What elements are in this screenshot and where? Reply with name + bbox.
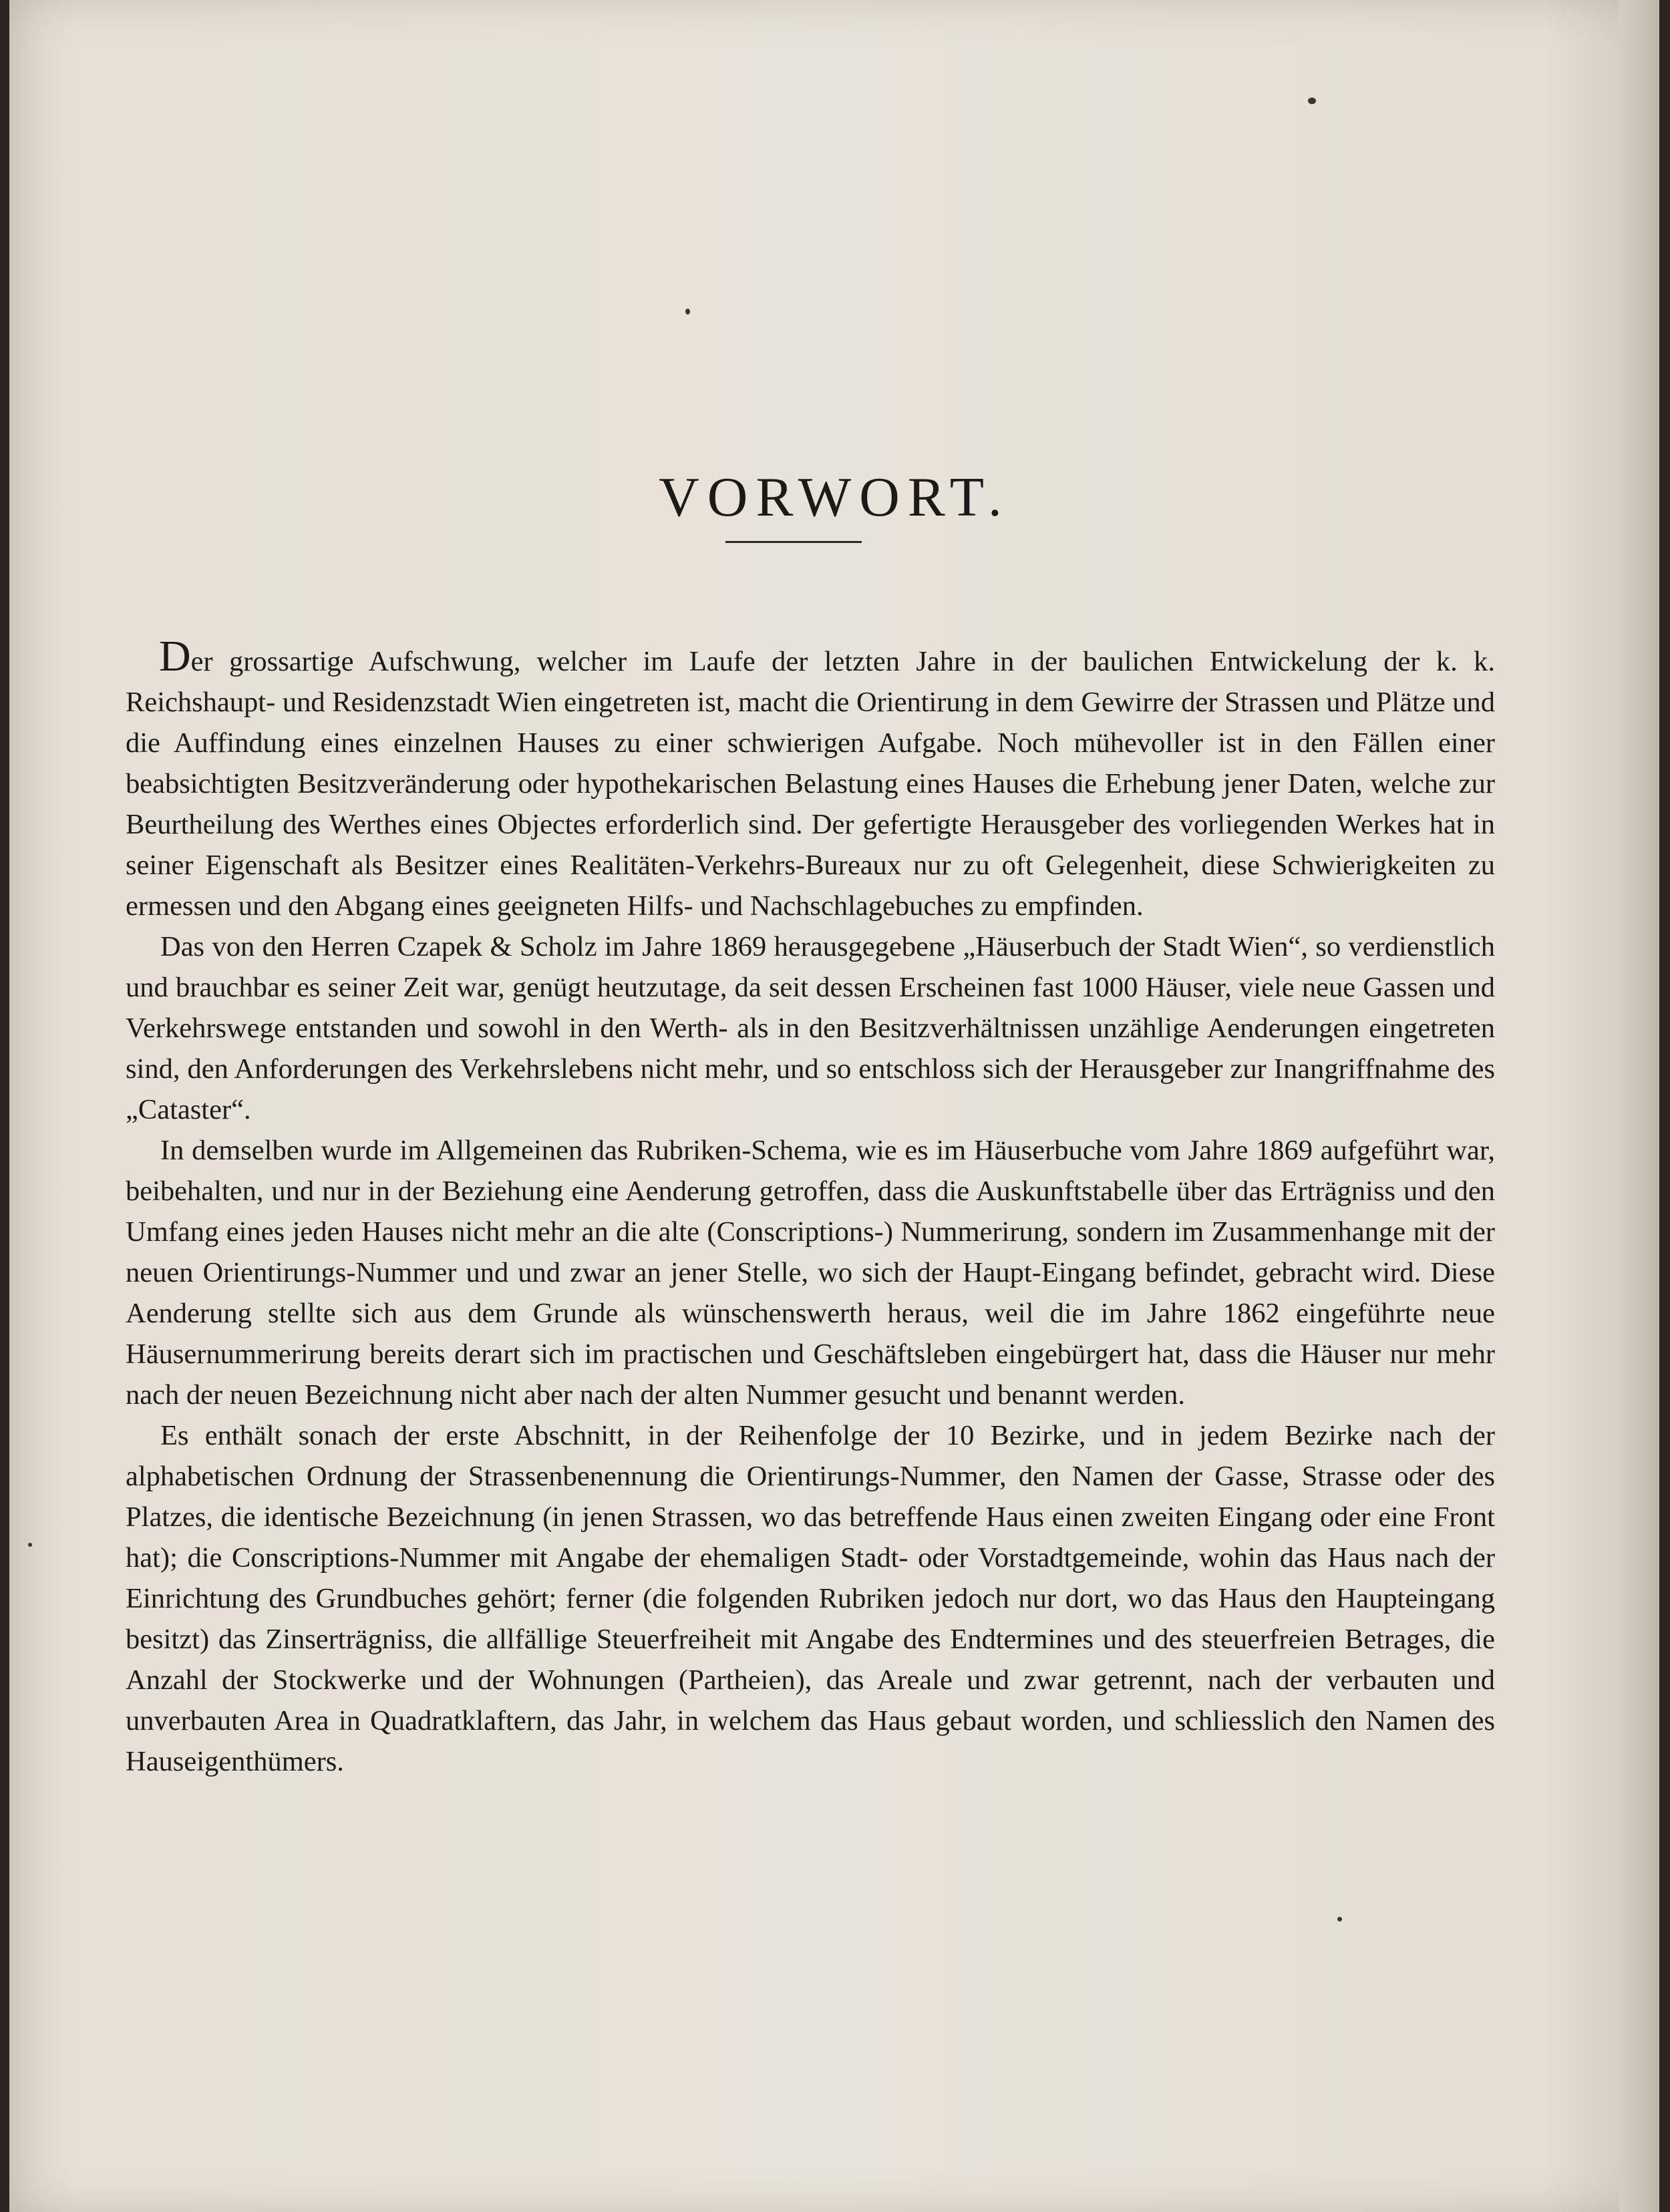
paragraph-2: Das von den Herren Czapek & Scholz im Jahre 1869 herausgegebene „Häuserbuch der Stadt Wien“, so verdienstlich und brauchbar es seiner Zeit war, genügt heutzutage, da seit dessen Erscheinen fast 1000 Häuser, viele neue Gassen und Verkehrswege entstanden und sowohl in den Werth- als in den Besitzverhältnissen unzählige Aenderungen eingetreten sind, den Anforderungen des Verkehrslebens nicht mehr, und so entschloss sich der Herausgeber zur Inangriffnahme des „Cataster“. (126, 931, 1495, 1125)
book-page (9, 0, 1659, 2212)
ink-speck (1337, 1917, 1342, 1921)
paragraph-4: Es enthält sonach der erste Abschnitt, in der Reihenfolge der 10 Bezirke, und in jedem Bezirke nach der alphabetischen Ordnung der Strassenbenennung die Orientirungs-Nummer, den Namen der Gasse, Strasse oder des Platzes, die identische Bezeichnung (in jenen Strassen, wo das betreffende Haus einen zweiten Eingang oder eine Front hat); die Conscriptions-Nummer mit Angabe der ehemaligen Stadt- oder Vorstadtgemeinde, wohin das Haus nach der Einrichtung des Grundbuches gehört; ferner (die folgenden Rubriken jedoch nur dort, wo das Haus den Haupteingang besitzt) das Zinserträgniss, die allfällige Steuerfreiheit mit Angabe des Endtermines und des steuerfreien Betrages, die Anzahl der Stockwerke und der Wohnungen (Partheien), das Areale und zwar getrennt, nach der verbauten und unverbauten Area in Quadratklaftern, das Jahr, in welchem das Haus gebaut worden, und schliesslich den Namen des Hauseigenthümers. (126, 1420, 1495, 1777)
ink-speck (28, 1543, 32, 1547)
title-divider (725, 541, 862, 543)
page-edge (1619, 0, 1659, 2212)
ink-speck (685, 309, 690, 315)
paragraph-1: Der grossartige Aufschwung, welcher im Laufe der letzten Jahre in der baulichen Entwickelung der k. k. Reichshaupt- und Residenzstadt Wien eingetreten ist, macht die Orientirung in dem Gewirre der Strassen und Plätze und die Auffindung eines einzelnen Hauses zu einer schwierigen Aufgabe. Noch mühevoller ist in den Fällen einer beabsichtigten Besitzveränderung oder hypothekarischen Belastung eines Hauses die Erhebung jener Daten, welche zur Beurtheilung des Werthes eines Objectes erforderlich sind. Der gefertigte Herausgeber des vorliegenden Werkes hat in seiner Eigenschaft als Besitzer eines Realitäten-Verkehrs-Bureaux nur zu oft Gelegenheit, diese Schwierigkeiten zu ermessen und den Abgang eines geeigneten Hilfs- und Nachschlagebuches zu empfinden. (126, 632, 1495, 922)
page-title: VORWORT. (659, 466, 1010, 529)
preface-body (126, 632, 1495, 1782)
initial-letter: D (159, 632, 191, 681)
ink-speck (1308, 98, 1316, 104)
paragraph-3: In demselben wurde im Allgemeinen das Rubriken-Schema, wie es im Häuserbuche vom Jahre 1869 aufgeführt war, beibehalten, und nur in der Beziehung eine Aenderung getroffen, dass die Auskunftstabelle über das Erträgniss und den Umfang eines jeden Hauses nicht mehr an die alte (Conscriptions-) Nummerirung, sondern im Zusammenhange mit der neuen Orientirungs-Nummer und und zwar an jener Stelle, wo sich der Haupt-Eingang befindet, gebracht wird. Diese Aenderung stellte sich aus dem Grunde als wünschenswerth heraus, weil die im Jahre 1862 eingeführte neue Häusernummerirung bereits derart sich im practischen und Geschäftsleben eingebürgert hat, dass die Häuser nur mehr nach der neuen Bezeichnung nicht aber nach der alten Nummer gesucht und benannt werden. (126, 1135, 1495, 1411)
